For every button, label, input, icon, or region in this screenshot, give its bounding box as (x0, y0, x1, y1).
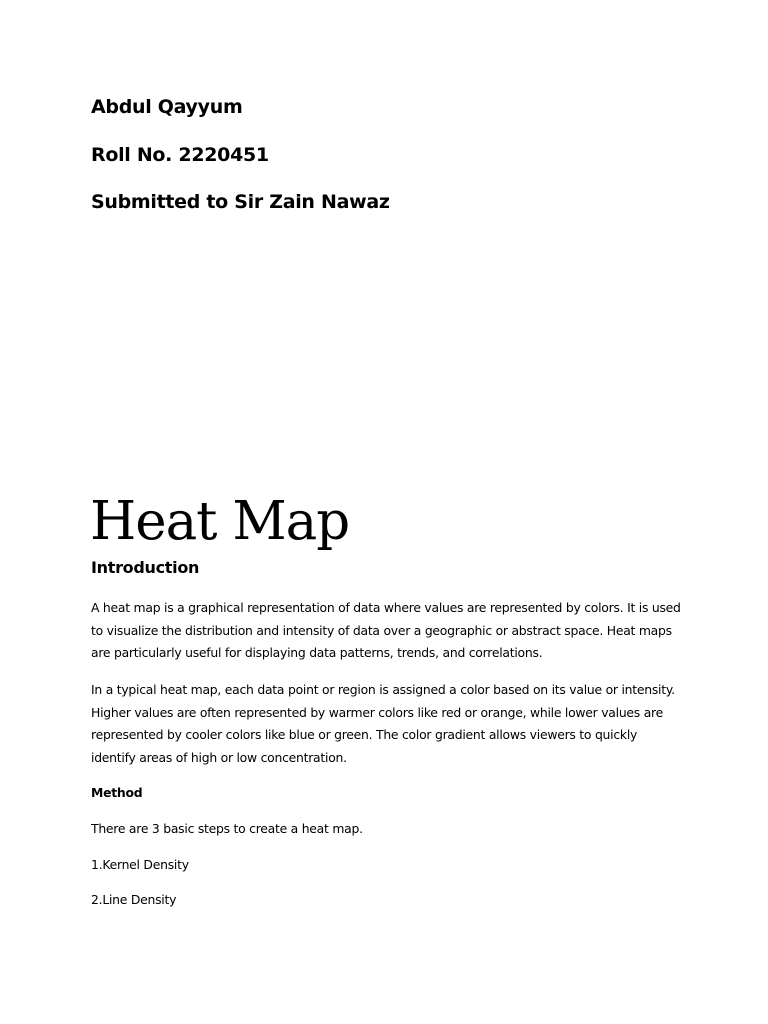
method-intro: There are 3 basic steps to create a heat map. (91, 821, 363, 836)
introduction-heading: Introduction (91, 558, 200, 577)
method-step: 2.Line Density (91, 892, 177, 907)
roll-number: Roll No. 2220451 (91, 144, 269, 166)
method-step: 1.Kernel Density (91, 857, 189, 872)
document-title: Heat Map (90, 491, 350, 552)
introduction-paragraph: In a typical heat map, each data point or region is assigned a color based on its value or intensity. Higher values are often represented by warmer colors like red or orange, while lower values are represented by cooler colors like blue or green. The color gradient allows viewers to quickly identify areas of high or low concentration. (91, 682, 675, 765)
author-name: Abdul Qayyum (91, 96, 243, 118)
submitted-to: Submitted to Sir Zain Nawaz (91, 191, 390, 213)
method-heading: Method (91, 785, 143, 800)
introduction-paragraph: A heat map is a graphical representation of data where values are represented by colors. It is used to visualize the distribution and intensity of data over a geographic or abstract space. Heat maps are particularly useful for displaying data patterns, trends, and correlations. (91, 600, 681, 660)
